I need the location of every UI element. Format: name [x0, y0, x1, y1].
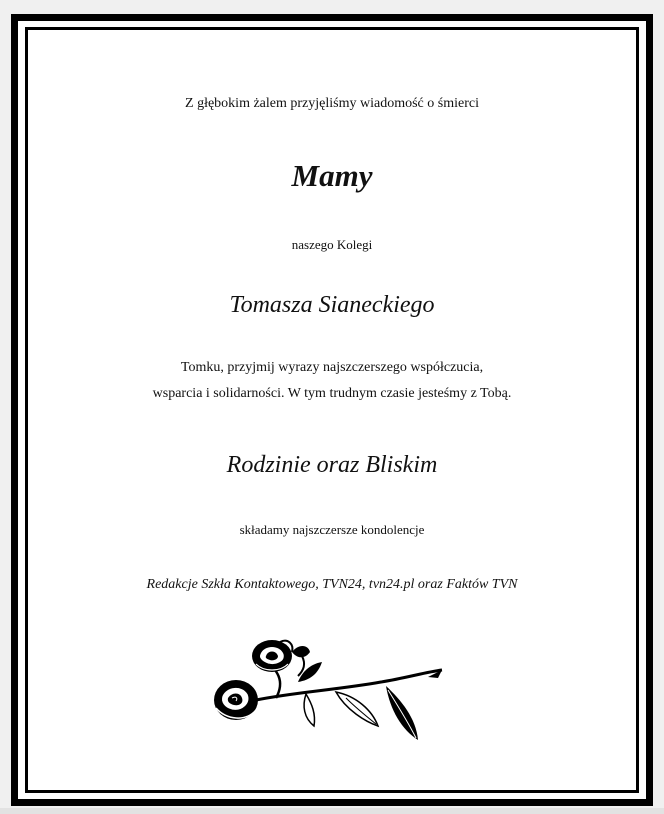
colleague-name: Tomasza Sianeckiego [229, 292, 435, 318]
card-content [28, 30, 636, 790]
condolence-card [11, 14, 653, 806]
rose-icon [206, 630, 446, 750]
message-line-1: Tomku, przyjmij wyrazy najszczerszego współczucia, [180, 360, 484, 375]
inner-border [25, 27, 639, 793]
signature: Redakcje Szkła Kontaktowego, TVN24, tvn24.pl oraz Faktów TVN [146, 577, 518, 592]
horizontal-scrollbar[interactable] [0, 808, 664, 814]
condolences-text: składamy najszczersze kondolencje [239, 522, 425, 537]
message-line-2: wsparcia i solidarności. W tym trudnym czasie jesteśmy z Tobą. [152, 386, 512, 401]
deceased-heading: Mamy [291, 158, 373, 193]
intro-text: Z głębokim żalem przyjęliśmy wiadomość o śmierci [185, 96, 479, 111]
relation-text: naszego Kolegi [291, 237, 373, 252]
family-heading: Rodzinie oraz Bliskim [226, 452, 438, 478]
